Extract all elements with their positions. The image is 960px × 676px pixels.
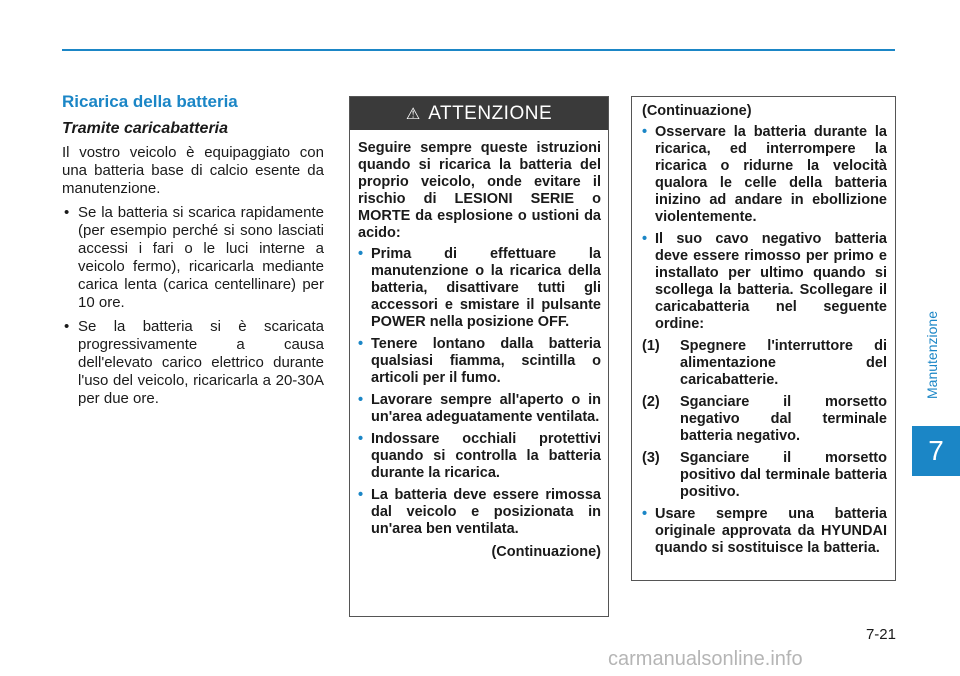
warning-intro: Seguire sempre queste istruzioni quando si ricarica la batteria del proprio veicolo, onde evitare il rischio di LESIONI SERIE o MORTE da esplosione o ustioni da acido: xyxy=(358,140,601,241)
list-item-text: Indossare occhiali protettivi quando si controlla la batteria durante la ricarica. xyxy=(371,431,601,481)
list-item-text: Se la batteria si scarica rapidamente (per esempio perché si sono lasciati accessi i fari o le luci interne a veicolo fermo), ricaricarla mediante carica lenta (carica centellinare) per 10 ore. xyxy=(78,204,324,311)
section-side-title xyxy=(918,300,946,410)
bullet-icon: • xyxy=(642,506,648,522)
list-item-text: Se la batteria si è scaricata progressivamente a causa dell'elevato carico elettrico durante l'uso del veicolo, ricaricarla a 20-30A per due ore. xyxy=(78,318,324,407)
step-item xyxy=(642,394,887,445)
step-text: Sganciare il morsetto positivo dal terminale batteria positivo. xyxy=(680,450,887,500)
continuation-list xyxy=(642,124,887,333)
top-rule xyxy=(62,49,895,51)
section-name: Manutenzione xyxy=(924,311,941,399)
intro-paragraph: Il vostro veicolo è equipaggiato con una batteria base di calcio esente da manutenzione. xyxy=(62,144,324,197)
warning-body xyxy=(350,130,608,560)
list-item xyxy=(358,487,601,538)
warning-list xyxy=(358,246,601,538)
list-item xyxy=(62,204,324,312)
list-item xyxy=(358,392,601,426)
list-item-text: Osservare la batteria durante la ricarica, ed interrompere la ricarica o ridurne la velocità qualora le celle della batteria inizino ad andare in ebollizione violentemente. xyxy=(655,124,887,225)
warning-header xyxy=(350,97,608,130)
list-item-text: Lavorare sempre all'aperto o in un'area adeguatamente ventilata. xyxy=(371,392,601,425)
step-number: (2) xyxy=(642,394,660,410)
bullet-icon: • xyxy=(358,246,364,262)
warning-triangle-icon: ⚠ xyxy=(405,105,421,123)
step-number: (3) xyxy=(642,450,660,466)
step-text: Spegnere l'interruttore di alimentazione del caricabatterie. xyxy=(680,338,887,388)
list-item-text: Prima di effettuare la manutenzione o la ricarica della batteria, disattivare tutti gli accessori e smistare il pulsante POWER nella posizione OFF. xyxy=(371,246,601,330)
list-item xyxy=(642,124,887,226)
bullet-icon: • xyxy=(64,318,70,335)
watermark: carmanualsonline.info xyxy=(608,648,803,670)
list-item xyxy=(358,246,601,331)
subsection-title: Tramite caricabatteria xyxy=(62,120,229,137)
list-item-text: Tenere lontano dalla batteria qualsiasi fiamma, scintilla o articoli per il fumo. xyxy=(371,336,601,386)
bullet-icon: • xyxy=(358,431,364,447)
list-item xyxy=(642,231,887,333)
bullet-icon: • xyxy=(642,124,648,140)
bullet-icon: • xyxy=(64,204,70,221)
bullet-list xyxy=(62,204,324,408)
chapter-number: 7 xyxy=(928,435,944,466)
left-column xyxy=(62,92,324,414)
list-item xyxy=(358,431,601,482)
step-text: Sganciare il morsetto negativo dal terminale batteria negativo. xyxy=(680,394,887,444)
continuation-box xyxy=(631,96,896,581)
step-item xyxy=(642,338,887,389)
list-item xyxy=(358,336,601,387)
continuation-label: (Continuazione) xyxy=(642,103,752,119)
chapter-tab xyxy=(912,426,960,476)
warning-box xyxy=(349,96,609,617)
continuation-list-end xyxy=(642,506,887,557)
bullet-icon: • xyxy=(358,487,364,503)
page-number: 7-21 xyxy=(865,626,896,643)
disconnect-steps xyxy=(642,338,887,501)
bullet-icon: • xyxy=(642,231,648,247)
step-number: (1) xyxy=(642,338,660,354)
bullet-icon: • xyxy=(358,392,364,408)
warning-title: ATTENZIONE xyxy=(428,102,553,124)
bullet-icon: • xyxy=(358,336,364,352)
list-item-text: La batteria deve essere rimossa dal veicolo e posizionata in un'area ben ventilata. xyxy=(371,487,601,537)
list-item-text: Il suo cavo negativo batteria deve essere rimosso per primo e installato per ultimo quando si scollega la batteria. Scollegare il caricabatteria nel seguente ordine: xyxy=(655,231,887,332)
list-item xyxy=(642,506,887,557)
step-item xyxy=(642,450,887,501)
list-item-text: Usare sempre una batteria originale approvata da HYUNDAI quando si sostituisce la batteria. xyxy=(655,506,887,556)
list-item xyxy=(62,318,324,408)
section-title: Ricarica della batteria xyxy=(62,92,238,111)
continued-label: (Continuazione) xyxy=(491,544,601,560)
